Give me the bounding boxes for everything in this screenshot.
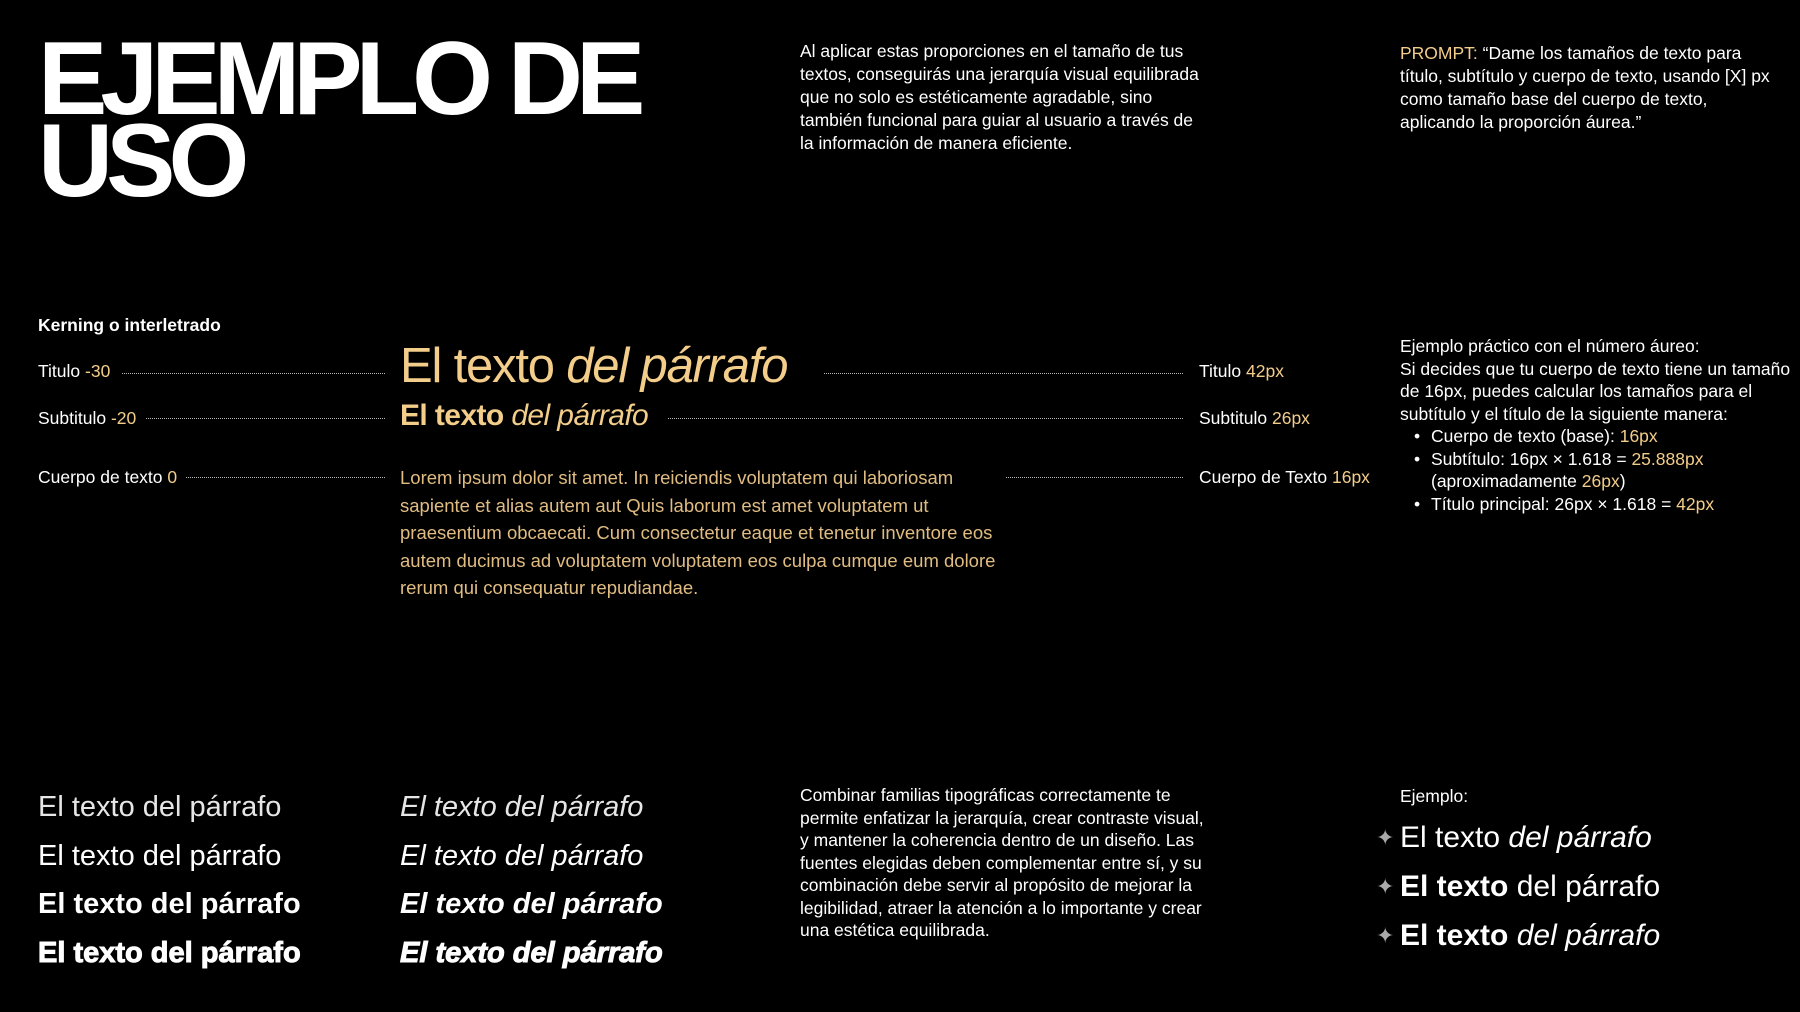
sample-regular: El texto: [400, 399, 504, 432]
kerning-heading: Kerning o interletrado: [38, 315, 221, 335]
example-pairs-list: [1376, 813, 1661, 960]
list-item: • Título principal: 26px × 1.618 = 42px: [1414, 493, 1715, 514]
size-label: Titulo: [1199, 361, 1242, 381]
dotted-leader-line: [1006, 477, 1183, 478]
sample-body-text: Lorem ipsum dolor sit amet. In reiciendis voluptatem qui laboriosam sapiente et alias autem aut Quis laborum est amet voluptatem ut praesentium obcaecati. Cum consectetur eaque et tenetur inventore eos autem ducimus ad voluptatem voluptatem eos culpa cumque eum dolore rerum qui consequatur repudiandae.: [400, 467, 996, 598]
dotted-leader-line: [186, 477, 385, 478]
sample-title: [400, 336, 787, 396]
weight-sample-black-italic: El texto del párrafo: [400, 936, 663, 969]
prompt-text: “Dame los tamaños de texto para título, subtítulo y cuerpo de texto, usando [X] px como tamaño base del cuerpo de texto, aplicando la proporción áurea.”: [1400, 43, 1770, 132]
sample-italic: del párrafo: [566, 339, 788, 393]
weight-sample-regular-italic: El texto del párrafo: [400, 839, 644, 872]
example-pair: ✦ El texto del párrafo: [1400, 813, 1660, 862]
size-value: 42px: [1246, 361, 1284, 381]
kerning-value: 0: [167, 467, 178, 487]
golden-ratio-example: [1400, 335, 1800, 515]
bullet-dot-icon: •: [1414, 426, 1421, 446]
dotted-leader-line: [122, 373, 385, 374]
kerning-label: Cuerpo de texto: [38, 467, 163, 487]
dotted-leader-line: [146, 418, 385, 419]
sparkle-plus-icon: ✦: [1376, 825, 1395, 850]
weight-sample-light-italic: El texto del párrafo: [400, 791, 644, 823]
list-item: • Subtítulo: 16px × 1.618 = 25.888px (aproximadamente 26px): [1414, 448, 1704, 491]
intro-paragraph: Al aplicar estas proporciones en el tamaño de tus textos, conseguirás una jerarquía visual equilibrada que no solo es estéticamente agradable, sino también funcional para guiar al usuario a través de la información de manera eficiente.: [800, 41, 1199, 153]
weight-sample-bold: El texto del párrafo: [38, 888, 301, 920]
weights-regular-column: [38, 783, 301, 977]
weight-sample-black: El texto del párrafo: [38, 936, 301, 969]
golden-example-intro: Ejemplo práctico con el número áureo:: [1400, 336, 1700, 356]
size-label: Subtitulo: [1199, 408, 1268, 428]
example-pair: ✦ El texto del párrafo: [1400, 862, 1660, 911]
golden-example-description: Si decides que tu cuerpo de texto tiene un tamaño de 16px, puedes calcular los tamaños para el subtítulo y el título de la siguiente manera:: [1400, 358, 1791, 424]
example-pairs-label: Ejemplo:: [1400, 786, 1469, 806]
kerning-label: Titulo: [38, 361, 81, 381]
weight-sample-regular: El texto del párrafo: [38, 839, 282, 872]
size-value: 16px: [1331, 467, 1370, 487]
prompt-label: PROMPT:: [1400, 43, 1478, 63]
list-item: • Cuerpo de texto (base): 16px: [1414, 426, 1658, 446]
size-row-body: [1199, 467, 1370, 488]
sample-regular: El texto: [400, 339, 554, 393]
dotted-leader-line: [824, 373, 1183, 374]
prompt-note: [1400, 42, 1775, 134]
bullet-dot-icon: •: [1414, 493, 1421, 514]
weight-sample-light: El texto del párrafo: [38, 791, 282, 823]
weight-sample-bold-italic: El texto del párrafo: [400, 888, 663, 920]
sample-subtitle: [400, 396, 648, 436]
kerning-row-title: [38, 361, 110, 382]
page-title-line-2: USO: [38, 103, 243, 219]
sparkle-plus-icon: ✦: [1376, 874, 1395, 899]
golden-example-list: [1400, 425, 1800, 515]
page-title: [38, 21, 639, 219]
size-value: 26px: [1271, 408, 1310, 428]
example-pair: ✦ El texto del párrafo: [1400, 911, 1660, 960]
kerning-value: -20: [110, 408, 137, 428]
kerning-row-body: [38, 467, 177, 488]
kerning-row-subtitle: [38, 408, 136, 429]
size-label: Cuerpo de Texto: [1199, 467, 1328, 487]
kerning-value: -30: [85, 361, 111, 381]
size-row-subtitle: [1199, 408, 1310, 429]
sample-italic: del párrafo: [511, 399, 649, 432]
combine-fonts-paragraph: Combinar familias tipográficas correctamente te permite enfatizar la jerarquía, crear contraste visual, y mantener la coherencia dentro de un diseño. Las fuentes elegidas deben complementar entre sí, y su combinación debe servir al propósito de mejorar la legibilidad, atraer la atención a lo importante y crear una estética equilibrada.: [800, 785, 1204, 940]
dotted-leader-line: [668, 418, 1183, 419]
size-row-title: [1199, 361, 1284, 382]
kerning-label: Subtitulo: [38, 408, 107, 428]
bullet-dot-icon: •: [1414, 448, 1421, 469]
weights-italic-column: [400, 783, 663, 977]
page-title-line-1: EJEMPLO DE: [38, 21, 639, 137]
sparkle-plus-icon: ✦: [1376, 923, 1395, 948]
